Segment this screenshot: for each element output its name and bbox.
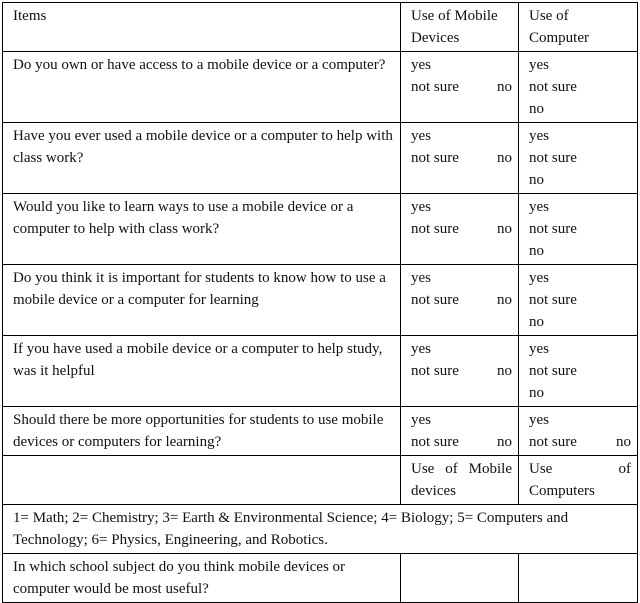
question-row — [3, 407, 638, 456]
subheader-empty — [3, 456, 401, 505]
computer-yes: yes — [529, 57, 549, 73]
question-text: Do you think it is important for students to know how to use a mobile device or a computer for learning — [3, 265, 401, 336]
question-text: If you have used a mobile device or a computer to help study, was it helpful — [3, 336, 401, 407]
mobile-yes: yes — [411, 341, 431, 357]
mobile-yes: yes — [411, 128, 431, 144]
subheader-computer: Use of Computers — [519, 456, 638, 505]
final-question-text: In which school subject do you think mobile devices or computer would be most useful? — [3, 554, 401, 603]
subject-legend: 1= Math; 2= Chemistry; 3= Earth & Environmental Science; 4= Biology; 5= Computers and Technology; 6= Physics, Engineering, and Robotics. — [3, 505, 638, 554]
mobile-not-sure: not sure — [411, 363, 459, 379]
mobile-not-sure: not sure — [411, 79, 459, 95]
computer-no: no — [529, 172, 544, 188]
computer-yes: yes — [529, 412, 549, 428]
mobile-not-sure: not sure — [411, 434, 459, 450]
question-text: Do you own or have access to a mobile device or a computer? — [3, 52, 401, 123]
mobile-yes: yes — [411, 199, 431, 215]
computer-not-sure: not sure — [529, 150, 577, 166]
mobile-no: no — [497, 150, 512, 166]
computer-not-sure: not sure — [529, 79, 577, 95]
computer-yes: yes — [529, 341, 549, 357]
mobile-no: no — [497, 221, 512, 237]
mobile-options — [401, 52, 519, 123]
question-row — [3, 265, 638, 336]
computer-yes: yes — [529, 199, 549, 215]
computer-no: no — [529, 314, 544, 330]
final-question-row — [3, 554, 638, 603]
question-text: Should there be more opportunities for students to use mobile devices or computers for learning? — [3, 407, 401, 456]
computer-options — [519, 265, 638, 336]
mobile-options — [401, 407, 519, 456]
question-text: Would you like to learn ways to use a mobile device or a computer to help with class work? — [3, 194, 401, 265]
computer-not-sure: not sure — [529, 434, 577, 450]
computer-options — [519, 123, 638, 194]
header-items: Items — [3, 3, 401, 52]
mobile-options — [401, 336, 519, 407]
mobile-not-sure: not sure — [411, 292, 459, 308]
mobile-options — [401, 265, 519, 336]
computer-options — [519, 194, 638, 265]
legend-row — [3, 505, 638, 554]
mobile-not-sure: not sure — [411, 221, 459, 237]
question-row — [3, 123, 638, 194]
mobile-yes: yes — [411, 270, 431, 286]
computer-not-sure: not sure — [529, 221, 577, 237]
computer-options — [519, 52, 638, 123]
computer-no: no — [529, 243, 544, 259]
computer-options — [519, 407, 638, 456]
header-mobile: Use of Mobile Devices — [401, 3, 519, 52]
question-row — [3, 52, 638, 123]
computer-options — [519, 336, 638, 407]
final-mobile-answer — [401, 554, 519, 603]
mobile-no: no — [497, 363, 512, 379]
computer-no: no — [529, 385, 544, 401]
mobile-no: no — [497, 79, 512, 95]
computer-not-sure: not sure — [529, 292, 577, 308]
mobile-yes: yes — [411, 412, 431, 428]
question-text: Have you ever used a mobile device or a computer to help with class work? — [3, 123, 401, 194]
computer-not-sure: not sure — [529, 363, 577, 379]
subheader-row — [3, 456, 638, 505]
computer-yes: yes — [529, 128, 549, 144]
mobile-yes: yes — [411, 57, 431, 73]
mobile-options — [401, 194, 519, 265]
computer-yes: yes — [529, 270, 549, 286]
header-computer: Use of Computer — [519, 3, 638, 52]
mobile-no: no — [497, 434, 512, 450]
computer-no: no — [529, 101, 544, 117]
mobile-not-sure: not sure — [411, 150, 459, 166]
question-row — [3, 336, 638, 407]
mobile-no: no — [497, 292, 512, 308]
subheader-mobile: Use of Mobile devices — [401, 456, 519, 505]
header-row — [3, 3, 638, 52]
mobile-options — [401, 123, 519, 194]
survey-table — [2, 2, 638, 603]
computer-no: no — [616, 434, 631, 450]
question-row — [3, 194, 638, 265]
final-computer-answer — [519, 554, 638, 603]
